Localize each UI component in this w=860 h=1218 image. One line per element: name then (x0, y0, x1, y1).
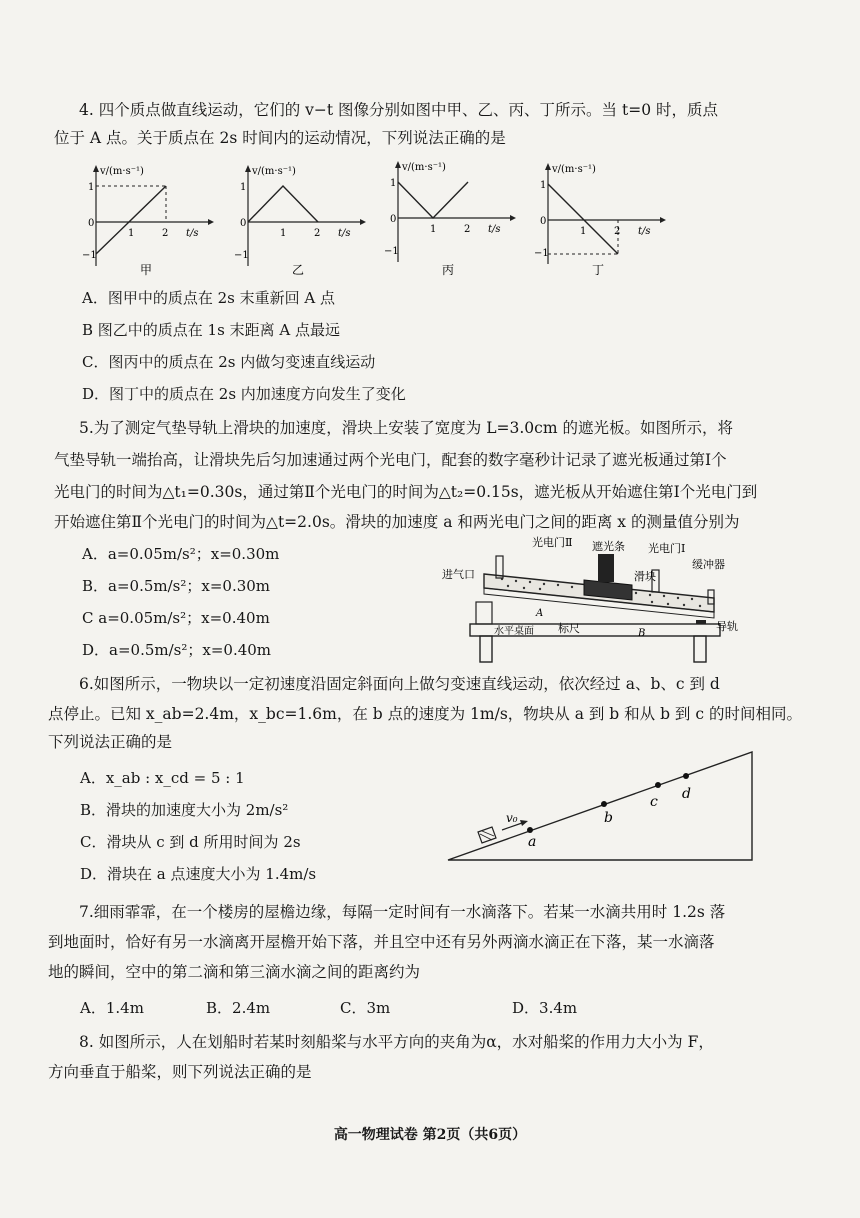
label-v0: v₀ (506, 811, 518, 825)
label-d: d (682, 786, 691, 802)
x-axis-label: t/s (638, 226, 651, 237)
label-inlet: 进气口 (442, 568, 475, 581)
label-shade: 遮光条 (592, 540, 625, 553)
tick-0: 0 (390, 214, 397, 225)
caption-bing: 丙 (442, 263, 455, 277)
label-rail: 导轨 (716, 620, 738, 633)
q8-stem-line2: 方向垂直于船桨，则下列说法正确的是 (48, 1063, 312, 1081)
q4-graphs (80, 160, 680, 282)
tick-neg1: −1 (384, 246, 399, 257)
q7-option-a: A．1.4m (80, 999, 144, 1017)
tick-x1: 1 (580, 226, 587, 237)
q5-option-a: A．a=0.05m/s²；x=0.30m (82, 545, 280, 563)
q5-option-b: B．a=0.5m/s²；x=0.30m (82, 577, 271, 595)
q5-option-d: D．a=0.5m/s²；x=0.40m (82, 641, 272, 659)
tick-1: 1 (390, 178, 397, 189)
q4-stem-line2: 位于 A 点。关于质点在 2s 时间内的运动情况，下列说法正确的是 (54, 129, 506, 147)
caption-jia: 甲 (140, 263, 153, 277)
q8-stem-line1: 8. 如图所示，人在划船时若某时刻船桨与水平方向的夹角为α，水对船桨的作用力大小为 F， (79, 1033, 714, 1051)
x-axis-label: t/s (186, 228, 199, 239)
q4-option-d: D．图丁中的质点在 2s 内加速度方向发生了变化 (82, 385, 406, 403)
vt-graph-yi (232, 160, 372, 282)
q7-option-d: D．3.4m (512, 999, 578, 1017)
q6-stem-line1: 6.如图所示，一物块以一定初速度沿固定斜面向上做匀变速直线运动，依次经过 a、b、c 到 d (79, 675, 720, 693)
q4-option-a: A．图甲中的质点在 2s 末重新回 A 点 (82, 289, 335, 307)
label-gate1: 光电门Ⅰ (648, 542, 686, 555)
tick-neg1: −1 (82, 250, 97, 261)
q4-option-c: C．图丙中的质点在 2s 内做匀变速直线运动 (82, 353, 376, 371)
label-a: a (528, 834, 537, 850)
q7-stem-line1: 7.细雨霏霏，在一个楼房的屋檐边缘，每隔一定时间有一水滴落下。若某一水滴共用时 1.2s 落 (79, 903, 726, 921)
tick-x1: 1 (430, 224, 437, 235)
label-b: b (604, 810, 613, 826)
q7-option-c: C．3m (340, 999, 391, 1017)
q7-stem-line3: 地的瞬间，空中的第二滴和第三滴水滴之间的距离约为 (48, 963, 421, 981)
caption-yi: 乙 (292, 263, 305, 277)
tick-x1: 1 (128, 228, 135, 239)
y-axis-label: v/(m·s⁻¹) (252, 166, 296, 177)
label-ruler: 标尺 (558, 622, 580, 635)
q4-option-b: B 图乙中的质点在 1s 末距离 A 点最远 (82, 321, 340, 339)
q6-option-d: D．滑块在 a 点速度大小为 1.4m/s (80, 865, 317, 883)
tick-0: 0 (88, 218, 95, 229)
q5-stem-line3: 光电门的时间为△t₁=0.30s，通过第Ⅱ个光电门的时间为△t₂=0.15s，遮光板从开始遮住第Ⅰ个光电门到 (54, 483, 758, 501)
label-b: B (638, 628, 646, 639)
label-slider: 滑块 (634, 570, 656, 583)
label-buffer: 缓冲器 (692, 558, 725, 571)
q5-stem-line4: 开始遮住第Ⅱ个光电门的时间为△t=2.0s。滑块的加速度 a 和两光电门之间的距离 x 的测量值分别为 (54, 513, 740, 531)
y-axis-label: v/(m·s⁻¹) (402, 162, 446, 173)
tick-0: 0 (240, 218, 247, 229)
tick-1: 1 (540, 180, 547, 191)
tick-1: 1 (240, 182, 247, 193)
tick-x2: 2 (614, 226, 621, 237)
vt-graph-jia (80, 160, 220, 282)
tick-x1: 1 (280, 228, 287, 239)
tick-x2: 2 (314, 228, 321, 239)
vt-graph-ding (532, 158, 672, 280)
q7-option-b: B．2.4m (206, 999, 271, 1017)
q5-stem-line1: 5.为了测定气垫导轨上滑块的加速度，滑块上安装了宽度为 L=3.0cm 的遮光板。如图所示，将 (79, 419, 733, 437)
x-axis-label: t/s (488, 224, 501, 235)
tick-0: 0 (540, 216, 547, 227)
q6-option-b: B．滑块的加速度大小为 2m/s² (80, 801, 289, 819)
vt-graph-bing (382, 156, 522, 278)
q6-option-a: A．x_ab : x_cd = 5 : 1 (80, 769, 245, 787)
caption-ding: 丁 (592, 263, 605, 277)
q5-option-c: C a=0.05m/s²；x=0.40m (82, 609, 270, 627)
q7-stem-line2: 到地面时，恰好有另一水滴离开屋檐开始下落，并且空中还有另外两滴水滴正在下落，某一水滴落 (48, 933, 715, 951)
y-axis-label: v/(m·s⁻¹) (100, 166, 144, 177)
page-footer: 高一物理试卷 第2页（共6页） (333, 1127, 527, 1143)
label-a: A (536, 608, 544, 619)
q4-stem-line1: 4. 四个质点做直线运动，它们的 v−t 图像分别如图中甲、乙、丙、丁所示。当 t=0 时，质点 (79, 101, 718, 119)
q5-stem-line2: 气垫导轨一端抬高，让滑块先后匀加速通过两个光电门，配套的数字毫秒计记录了遮光板通过第Ⅰ个 (54, 451, 727, 469)
incline-figure (440, 748, 760, 864)
tick-x2: 2 (162, 228, 169, 239)
label-gate2: 光电门Ⅱ (532, 536, 573, 549)
x-axis-label: t/s (338, 228, 351, 239)
label-c: c (650, 794, 658, 810)
tick-neg1: −1 (234, 250, 249, 261)
q6-stem-line3: 下列说法正确的是 (48, 733, 173, 751)
q6-stem-line2: 点停止。已知 x_ab=2.4m，x_bc=1.6m，在 b 点的速度为 1m/s，物块从 a 到 b 和从 b 到 c 的时间相同。 (48, 705, 802, 723)
tick-x2: 2 (464, 224, 471, 235)
label-table: 水平桌面 (494, 626, 534, 637)
q6-option-c: C．滑块从 c 到 d 所用时间为 2s (80, 833, 301, 851)
tick-1: 1 (88, 182, 95, 193)
tick-neg1: −1 (534, 248, 549, 259)
air-track-figure (440, 536, 740, 666)
y-axis-label: v/(m·s⁻¹) (552, 164, 596, 175)
